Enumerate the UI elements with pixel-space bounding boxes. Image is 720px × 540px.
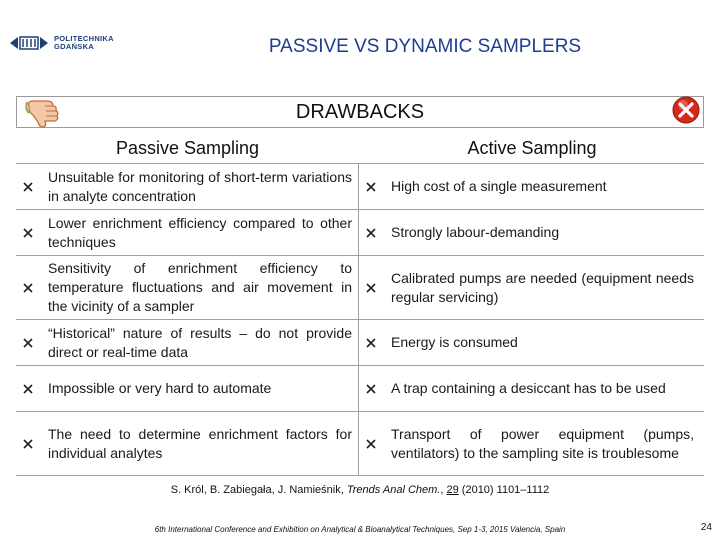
x-bullet-icon bbox=[365, 383, 377, 395]
passive-drawback-text: Sensitivity of enrichment efficiency to temperature fluctuations and air movement in the vicinity of a sampler bbox=[48, 260, 352, 314]
passive-sampling-heading: Passive Sampling bbox=[115, 138, 260, 158]
active-drawback-text: Energy is consumed bbox=[391, 334, 518, 350]
active-drawback-text: A trap containing a desiccant has to be used bbox=[391, 380, 666, 396]
active-drawback-text: High cost of a single measurement bbox=[391, 178, 607, 194]
x-bullet-icon bbox=[22, 383, 34, 395]
university-logo-icon bbox=[8, 33, 50, 53]
logo-line-2: GDAŃSKA bbox=[54, 42, 95, 51]
drawbacks-table bbox=[16, 163, 704, 476]
red-x-icon bbox=[671, 95, 701, 125]
table-row bbox=[16, 412, 704, 476]
active-drawback-text: Calibrated pumps are needed (equipment needs regular servicing) bbox=[391, 269, 694, 305]
x-bullet-icon bbox=[365, 181, 377, 193]
table-row bbox=[16, 210, 704, 256]
x-bullet-icon bbox=[22, 227, 34, 239]
active-sampling-heading: Active Sampling bbox=[467, 138, 597, 158]
active-drawback-text: Transport of power equipment (pumps, ventilators) to the sampling site is troublesome bbox=[391, 425, 694, 461]
active-drawback-cell bbox=[359, 164, 704, 209]
active-drawback-cell bbox=[359, 210, 704, 255]
slide-title: PASSIVE VS DYNAMIC SAMPLERS bbox=[268, 36, 582, 57]
logo-text bbox=[54, 35, 114, 51]
active-drawback-cell bbox=[359, 366, 704, 411]
table-row bbox=[16, 164, 704, 210]
x-bullet-icon bbox=[22, 282, 34, 294]
x-bullet-icon bbox=[365, 282, 377, 294]
citation-separator: , bbox=[440, 484, 447, 496]
citation bbox=[0, 484, 720, 496]
passive-drawback-text: “Historical” nature of results – do not provide direct or real-time data bbox=[48, 324, 352, 360]
passive-drawback-cell bbox=[16, 366, 359, 411]
passive-drawback-cell bbox=[16, 256, 359, 319]
logo-line-1: POLITECHNIKA bbox=[54, 34, 114, 43]
passive-drawback-text: Lower enrichment efficiency compared to other techniques bbox=[48, 214, 352, 250]
passive-drawback-text: Unsuitable for monitoring of short-term variations in analyte concentration bbox=[48, 168, 352, 204]
x-bullet-icon bbox=[365, 337, 377, 349]
passive-drawback-cell bbox=[16, 164, 359, 209]
passive-drawback-cell bbox=[16, 210, 359, 255]
x-bullet-icon bbox=[22, 337, 34, 349]
passive-drawback-cell bbox=[16, 412, 359, 475]
x-bullet-icon bbox=[365, 438, 377, 450]
active-drawback-cell bbox=[359, 412, 704, 475]
citation-authors: S. Król, B. Zabiegała, J. Namieśnik, bbox=[170, 484, 347, 496]
passive-drawback-cell bbox=[16, 320, 359, 365]
citation-pages: (2010) 1101–1112 bbox=[458, 484, 550, 496]
active-drawback-cell bbox=[359, 320, 704, 365]
drawbacks-banner bbox=[16, 96, 704, 128]
active-drawback-text: Strongly labour-demanding bbox=[391, 224, 560, 240]
active-drawback-cell bbox=[359, 256, 704, 319]
conference-footer: 6th International Conference and Exhibition on Analytical & Bioanalytical Techniques, Sep 1-3, 2015 Valencia, Spain bbox=[154, 525, 566, 534]
banner-title: DRAWBACKS bbox=[295, 101, 425, 123]
citation-volume: 29 bbox=[446, 484, 459, 496]
x-bullet-icon bbox=[22, 438, 34, 450]
table-row bbox=[16, 256, 704, 320]
passive-drawback-text: The need to determine enrichment factors for individual analytes bbox=[48, 425, 352, 461]
table-row bbox=[16, 366, 704, 412]
table-row bbox=[16, 320, 704, 366]
page-number: 24 bbox=[700, 522, 712, 533]
passive-drawback-text: Impossible or very hard to automate bbox=[48, 380, 272, 396]
citation-journal: Trends Anal Chem. bbox=[346, 484, 441, 496]
x-bullet-icon bbox=[22, 181, 34, 193]
university-logo bbox=[8, 32, 128, 54]
x-bullet-icon bbox=[365, 227, 377, 239]
